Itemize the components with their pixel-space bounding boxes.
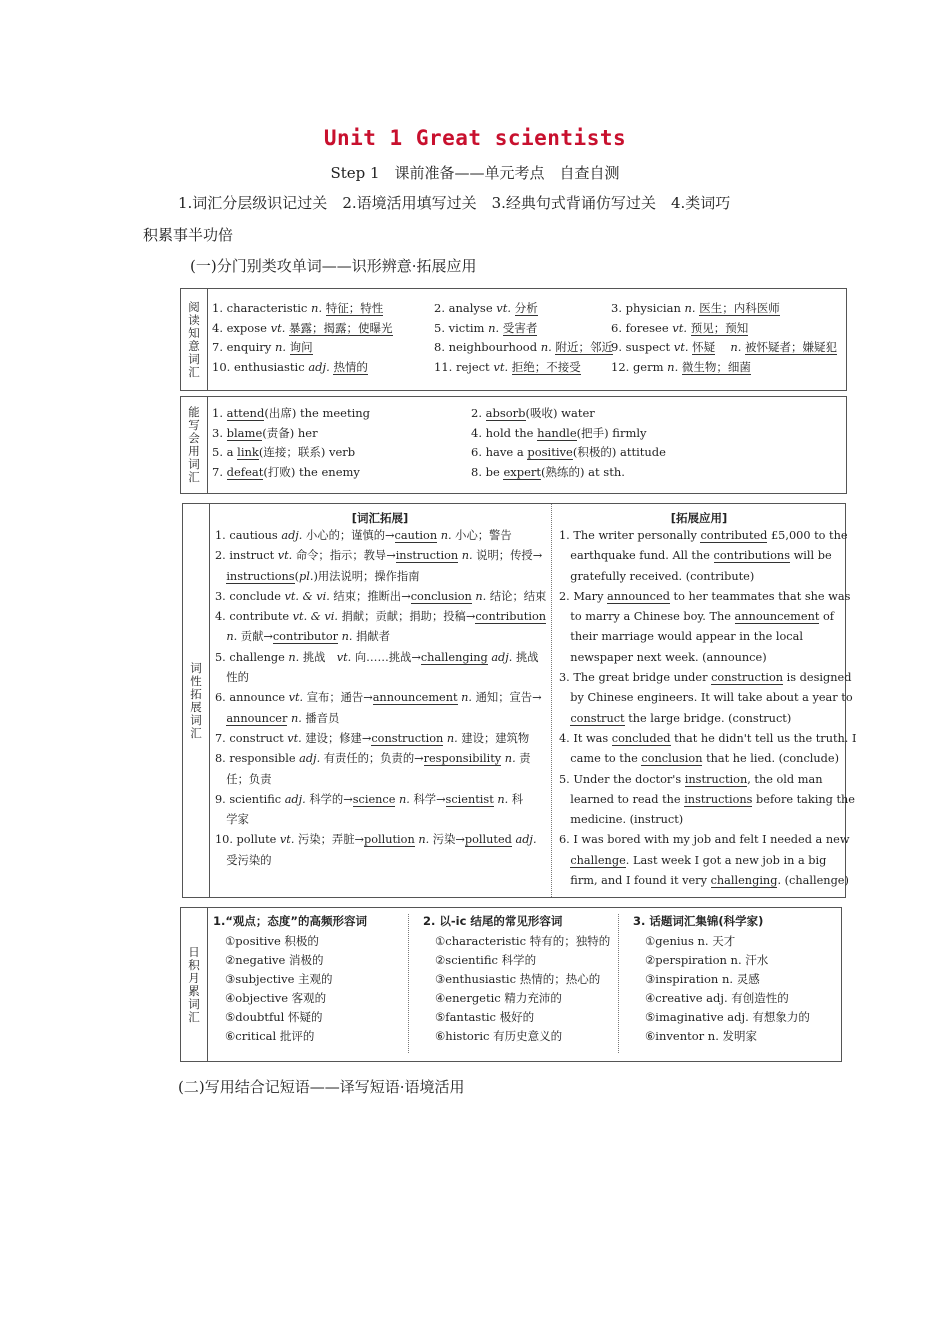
text: 小心；警告 [451,529,512,542]
text: (连接；联系) verb [258,445,356,459]
expansion-line [215,648,547,668]
word: 11. reject [434,359,494,374]
text: £5,000 to the [767,529,848,542]
list-item: ②perspiration n. 汗水 [645,953,769,967]
vocab-item [212,299,383,319]
text: 3. conclude [215,589,285,603]
application-line [559,607,841,627]
list-item: ⑤imaginative adj. 有想象力的 [645,1010,810,1024]
text: 建设；修建→ [301,731,372,745]
application-line [559,688,853,708]
part-of-speech: n. [446,731,458,745]
answer: 受害者 [502,320,538,335]
text: 8. responsible [215,752,300,766]
answer: 怀疑 [692,340,716,354]
intro-line-1: 1.词汇分层级识记过关 2.语境活用填写过关 3.经典句式背诵仿写过关 4.类词巧 [178,194,731,212]
text: by Chinese engineers. It will take about a year to [559,691,853,705]
text [559,712,570,725]
application-line [559,648,841,668]
text: gratefully received. (contribute) [559,569,755,583]
answer: contributed [700,529,768,542]
answer: challenge [570,853,626,867]
application-line [559,790,855,810]
list-item: ⑤fantastic 极好的 [435,1010,535,1024]
text: (打败) the enemy [263,464,360,479]
column-divider [551,504,552,897]
text: 捐献者 [352,630,391,644]
text: 建设；建筑物 [457,731,530,745]
word: 5. victim [434,320,489,335]
phrase-item [471,404,595,424]
answer: 暴露；揭露；使曝光 [289,320,393,335]
text: 命令；指示；教导→ [292,549,396,563]
accumulation-box [180,907,842,1062]
phrase-item [212,443,355,463]
list-item: ③subjective 主观的 [225,972,333,986]
answer: expert [503,464,542,479]
expansion-line [215,546,547,566]
answer: polluted [464,833,512,847]
text: 责 [515,752,531,766]
application-line [559,871,849,891]
text: 5. a [212,445,238,459]
text: 1. [212,406,227,420]
part-of-speech: adj. [299,752,321,766]
answer: pollution [363,833,415,847]
vocab-item [212,338,313,358]
text: their marriage would appear in the local [559,630,803,644]
text: 说明；传授→ [472,549,543,563]
part-of-speech: n. [440,529,452,542]
text: )用法说明；操作指南 [313,569,420,583]
text: 2. instruct [215,549,278,563]
part-of-speech: vt. & vi. [284,589,330,603]
application-line [559,668,852,688]
part-of-speech: vt. [672,320,688,335]
answer: 拒绝；不接受 [511,359,581,374]
application-line [559,851,841,871]
text: will be [790,549,832,563]
part-of-speech: n. [341,630,353,644]
text: . (challenge) [777,874,849,888]
answer: construct [570,711,625,725]
box-side-label: 日积月累词汇 [181,908,208,1061]
reading-vocab-box [180,288,847,391]
vocab-item [434,299,538,319]
text: 5. challenge [215,650,289,664]
list-item: ④creative adj. 有创造性的 [645,991,789,1005]
application-line [559,567,841,587]
part-of-speech: vt. [673,340,689,354]
answer: 分析 [514,301,538,315]
part-of-speech: adj. [308,359,330,374]
text: that he lied. (conclude) [702,752,839,766]
section-heading-2: (二)写用结合记短语——译写短语·语境活用 [178,1078,465,1096]
column-heading: 2. 以-ic 结尾的常见形容词 [423,914,563,928]
answer: construction [371,731,444,745]
part-of-speech: adj. [281,529,303,542]
part-of-speech: vt. [277,549,293,563]
part-of-speech: n. [730,340,742,354]
expansion-line [215,709,547,729]
text [215,712,226,725]
part-of-speech: n. [226,630,238,644]
part-of-speech: vt. [496,301,512,315]
answer: contributor [272,630,339,644]
part-of-speech: adj. [515,833,537,847]
part-of-speech: vt. [287,731,302,745]
expansion-line [215,607,547,627]
phrase-item [212,424,318,444]
word-expansion-box [182,503,857,898]
list-item: ⑥inventor n. 发明家 [645,1029,758,1043]
text: 10. pollute [215,833,280,847]
text: 结论；结束 [486,589,547,603]
answer: defeat [226,464,264,479]
list-item: ⑤doubtful 怀疑的 [225,1010,323,1024]
list-item: ①genius n. 天才 [645,934,736,948]
text: 性的 [215,671,249,685]
column-divider [618,914,619,1053]
text: 学家 [215,813,249,827]
text: 2. Mary [559,589,608,603]
answer: science [352,792,396,806]
text: newspaper next week. (announce) [559,650,767,664]
answer: caution [394,529,438,542]
text: to her teammates that she was [669,589,851,603]
application-line [559,810,841,830]
answer: instructions [226,569,295,583]
vocab-item [611,299,780,319]
text: medicine. (instruct) [559,813,684,827]
word: 6. foresee [611,320,673,335]
text: 6. I was bored with my job and felt I needed a new [559,833,850,847]
text: (责备) her [262,425,318,440]
expansion-line [215,851,547,871]
text: 宣布；通告→ [303,691,373,705]
answer: 被怀疑者；嫌疑犯 [745,340,838,354]
text: 结束；推断出→ [329,589,411,603]
text: 6. have a [471,445,528,459]
application-line [559,526,848,546]
phrase-item [471,424,647,444]
application-list [559,526,857,891]
word: 12. germ [611,359,668,374]
answer: absorb [485,406,526,420]
word: 9. suspect [611,340,674,354]
text: 4. hold the [471,425,538,440]
text: 小心的；谨慎的→ [302,529,395,542]
expansion-line [215,810,547,830]
part-of-speech: vt. & vi. [292,610,338,624]
text: 4. It was [559,731,612,745]
part-of-speech: n. [475,589,487,603]
text: 6. announce [215,691,289,705]
text: 通知；宣告→ [472,691,542,705]
text: the large bridge. (construct) [624,711,792,725]
answer: 医生；内科医师 [699,301,780,315]
text: 受污染的 [215,853,272,867]
text: 捐献；贡献；捐助；投稿→ [338,610,476,624]
part-of-speech: n. [399,792,410,806]
application-line [559,546,841,566]
answer: handle [537,425,577,440]
expansion-line [215,749,547,769]
list-item: ②negative 消极的 [225,953,324,967]
part-of-speech: pl. [299,569,314,583]
right-header: [拓展应用] [670,511,728,525]
part-of-speech: adj. [284,792,306,806]
box-side-label: 能写会用词汇 [181,397,208,493]
text: 科 [508,792,524,806]
text: is designed [783,671,852,685]
text: 2. [471,406,486,420]
part-of-speech: vt. [270,320,286,335]
expansion-list [215,526,547,871]
vocab-item [212,319,393,339]
part-of-speech: vt. [493,359,509,374]
part-of-speech: n. [684,301,696,315]
text [215,630,226,643]
answer: conclusion [410,589,472,603]
text: 7. construct [215,731,288,745]
text: firm, and I found it very [559,874,711,888]
application-line [559,770,841,790]
space [715,340,730,354]
text: 挑战 [512,650,539,664]
application-line [559,627,841,647]
part-of-speech: n. [274,340,286,354]
text: 科学→ [409,792,446,806]
word: 3. physician [611,301,685,315]
vocab-item [212,358,368,378]
application-line [559,587,851,607]
expansion-line [215,587,547,607]
answer: responsibility [423,752,502,766]
text: 挑战 [299,650,337,664]
answer: announcement [734,610,820,624]
answer: announcer [226,711,288,725]
answer: challenging [710,874,778,888]
text: 污染；弄脏→ [294,833,364,847]
text: 4. contribute [215,610,293,624]
part-of-speech: n. [311,301,323,315]
expansion-line [215,729,547,749]
column-divider [408,914,409,1053]
answer: construction [711,671,784,685]
text: 播音员 [301,711,340,725]
application-line [559,729,857,749]
text: came to the [559,752,642,766]
expansion-line [215,567,547,587]
answer: 预见；预知 [690,320,749,335]
text: 1. The writer personally [559,529,701,542]
intro-line-2: 积累事半功倍 [143,226,234,244]
answer: instructions [684,792,753,806]
text: 3. [212,425,227,440]
answer: 附近；邻近 [555,340,613,354]
part-of-speech: n. [288,650,300,664]
list-item: ⑥historic 有历史意义的 [435,1029,563,1043]
step-heading: Step 1 课前准备——单元考点 自查自测 [330,164,620,182]
text: 3. The great bridge under [559,671,712,685]
text: learned to read the [559,792,685,806]
word: 7. enquiry [212,340,275,354]
answer: contribution [475,610,547,624]
expansion-line [215,830,547,850]
vocab-item [611,358,751,378]
list-item: ③inspiration n. 灵感 [645,972,760,986]
text: that he didn't tell us the truth. I [670,731,857,745]
answer: attend [226,406,265,420]
part-of-speech: n. [290,711,302,725]
text: (积极的) attitude [572,445,666,459]
expansion-line [215,790,547,810]
word: 1. characteristic [212,301,312,315]
answer: challenging [420,650,488,664]
application-line [559,830,850,850]
list-item: ④energetic 精力充沛的 [435,991,562,1005]
text: 1. cautious [215,529,282,542]
answer: 特征；特性 [325,301,384,315]
text: (熟练的) at sth. [541,464,625,479]
phrase-item [212,463,360,483]
list-item: ①positive 积极的 [225,934,319,948]
part-of-speech: n. [504,752,516,766]
answer: announcement [372,691,458,705]
part-of-speech: vt. [288,691,304,705]
page-title: Unit 1 Great scientists [323,126,627,150]
text: of [819,610,834,624]
answer: 热情的 [333,359,368,374]
text: 贡献→ [237,630,273,644]
word: 2. analyse [434,301,497,315]
text: 污染→ [429,833,465,847]
part-of-speech: vt. [336,650,352,664]
answer: blame [226,425,263,440]
text: (吸收) water [525,406,595,420]
expansion-line [215,627,547,647]
text: 任；负责 [215,772,272,786]
list-item: ④objective 客观的 [225,991,327,1005]
text: . Last week I got a new job in a big [625,853,827,867]
part-of-speech: n. [667,359,679,374]
answer: instruction [684,772,748,786]
answer: 询问 [289,340,313,354]
expansion-line [215,688,547,708]
text: 向……挑战→ [351,650,421,664]
text [215,570,226,583]
phrase-item [212,404,370,424]
text: 有责任的；负责的→ [320,752,424,766]
vocab-item [434,319,537,339]
text: 8. be [471,464,504,479]
answer: instruction [395,549,459,563]
answer: conclusion [641,752,703,766]
vocab-item [611,319,748,339]
text: , the old man [747,772,823,786]
box-side-label: 词性拓展词汇 [183,504,210,897]
text: 科学的→ [305,792,353,806]
list-item: ⑥critical 批评的 [225,1029,315,1043]
expansion-line [215,770,547,790]
expansion-line [215,526,547,546]
text: (出席) the meeting [264,406,371,420]
text: 5. Under the doctor's [559,772,685,786]
vocab-item [611,338,837,358]
vocab-item [434,338,613,358]
word: 8. neighbourhood [434,340,541,354]
part-of-speech: n. [461,691,473,705]
answer: positive [527,445,573,459]
expansion-line [215,668,547,688]
answer: 微生物；细菌 [681,359,751,374]
text [559,854,570,867]
part-of-speech: n. [497,792,509,806]
column-heading: 1.“观点；态度”的高频形容词 [213,914,367,928]
part-of-speech: n. [488,320,500,335]
column-heading: 3. 话题词汇集锦(科学家) [633,914,764,928]
box-side-label: 阅读知意词汇 [181,289,208,390]
answer: link [237,445,259,459]
text: (把手) firmly [576,425,647,440]
part-of-speech: n. [461,549,473,563]
text: before taking the [752,792,855,806]
application-line [559,749,841,769]
writing-vocab-box [180,396,847,494]
text: ( [294,569,299,583]
section-heading-1: (一)分门别类攻单词——识形辨意·拓展应用 [190,257,477,275]
vocab-item [434,358,581,378]
part-of-speech: adj. [491,650,513,664]
answer: announced [607,589,670,603]
part-of-speech: n. [418,833,430,847]
phrase-item [471,443,666,463]
part-of-speech: vt. [279,833,295,847]
answer: concluded [611,731,671,745]
text: 7. [212,464,227,479]
text: to marry a Chinese boy. The [559,610,735,624]
word: 10. enthusiastic [212,359,309,374]
text: 9. scientific [215,792,285,806]
answer: scientist [445,792,494,806]
phrase-item [471,463,625,483]
list-item: ①characteristic 特有的；独特的 [435,934,611,948]
answer: contributions [713,549,791,563]
list-item: ③enthusiastic 热情的；热心的 [435,972,601,986]
left-header: [词汇拓展] [351,511,409,525]
text: earthquake fund. All the [559,549,714,563]
part-of-speech: n. [540,340,552,354]
list-item: ②scientific 科学的 [435,953,537,967]
application-line [559,709,841,729]
word: 4. expose [212,320,271,335]
